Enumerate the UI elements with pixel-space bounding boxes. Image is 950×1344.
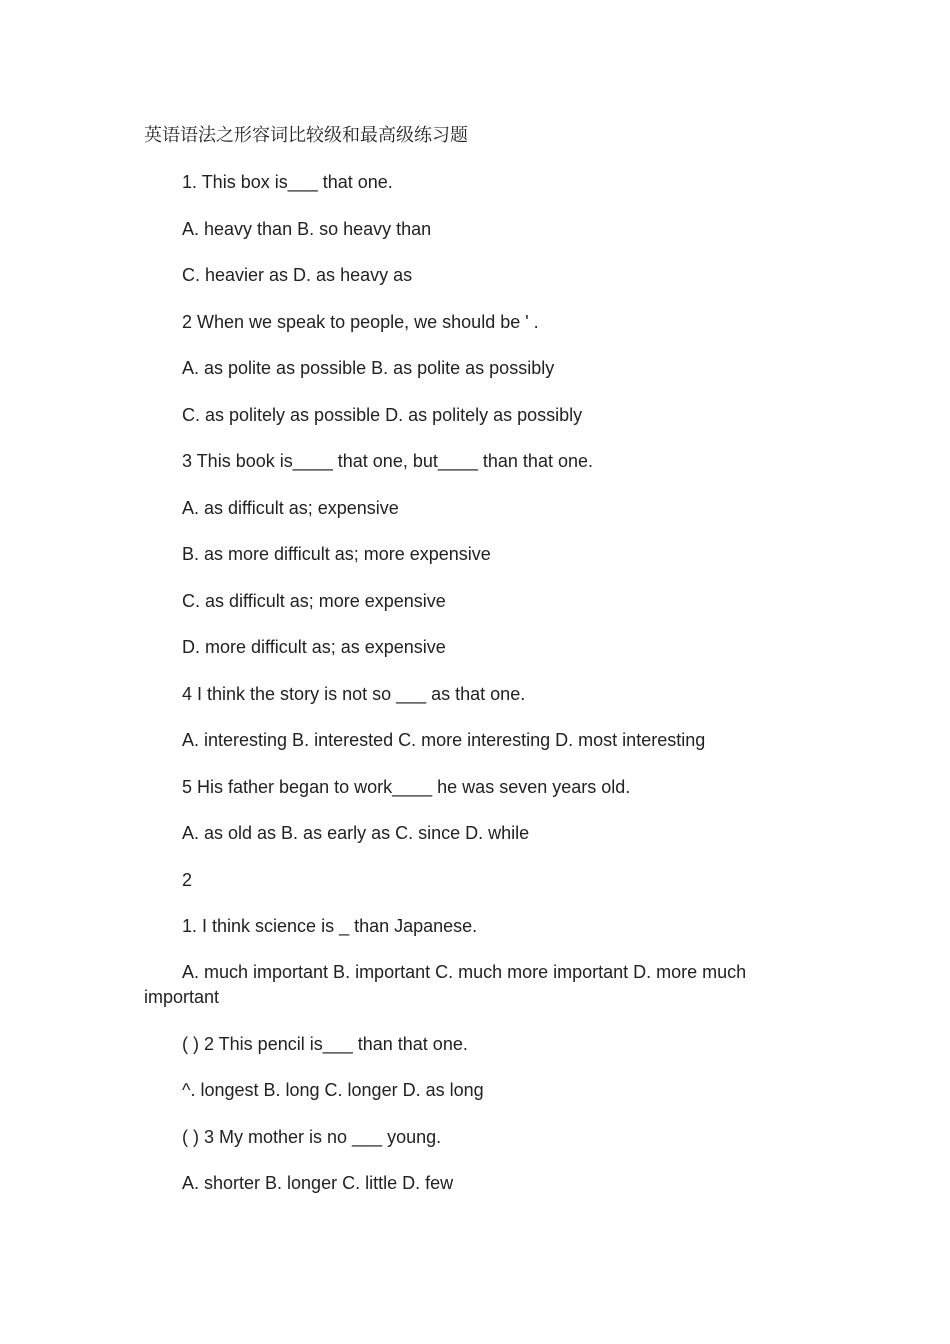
question-line: ( ) 3 My mother is no ___ young. <box>182 1127 442 1147</box>
question-line: 5 His father began to work____ he was seven years old. <box>182 777 631 797</box>
option-line: C. as politely as possible D. as politely as possibly <box>182 405 583 425</box>
option-line: A. interesting B. interested C. more interesting D. most interesting <box>182 730 706 750</box>
option-line: A. much important B. important C. much more important D. more much important <box>144 962 747 1007</box>
option-line: A. as difficult as; expensive <box>182 498 399 518</box>
option-line: A. shorter B. longer C. little D. few <box>182 1173 454 1193</box>
option-line: ^. longest B. long C. longer D. as long <box>182 1080 484 1100</box>
option-line: D. more difficult as; as expensive <box>182 637 446 657</box>
question-line: 3 This book is____ that one, but____ than that one. <box>182 451 593 471</box>
document-title: 英语语法之形容词比较级和最高级练习题 <box>144 125 468 146</box>
option-line: B. as more difficult as; more expensive <box>182 544 491 564</box>
option-line: A. as old as B. as early as C. since D. while <box>182 823 530 843</box>
option-line: C. as difficult as; more expensive <box>182 591 446 611</box>
question-line: 1. I think science is _ than Japanese. <box>182 916 478 936</box>
question-line: ( ) 2 This pencil is___ than that one. <box>182 1034 468 1054</box>
question-line: 2 When we speak to people, we should be ' . <box>182 312 539 332</box>
option-line: C. heavier as D. as heavy as <box>182 265 413 285</box>
section-number: 2 <box>182 870 193 890</box>
option-line: A. heavy than B. so heavy than <box>182 219 432 239</box>
option-line: A. as polite as possible B. as polite as possibly <box>182 358 555 378</box>
question-line: 1. This box is___ that one. <box>182 172 393 192</box>
question-line: 4 I think the story is not so ___ as that one. <box>182 684 526 704</box>
